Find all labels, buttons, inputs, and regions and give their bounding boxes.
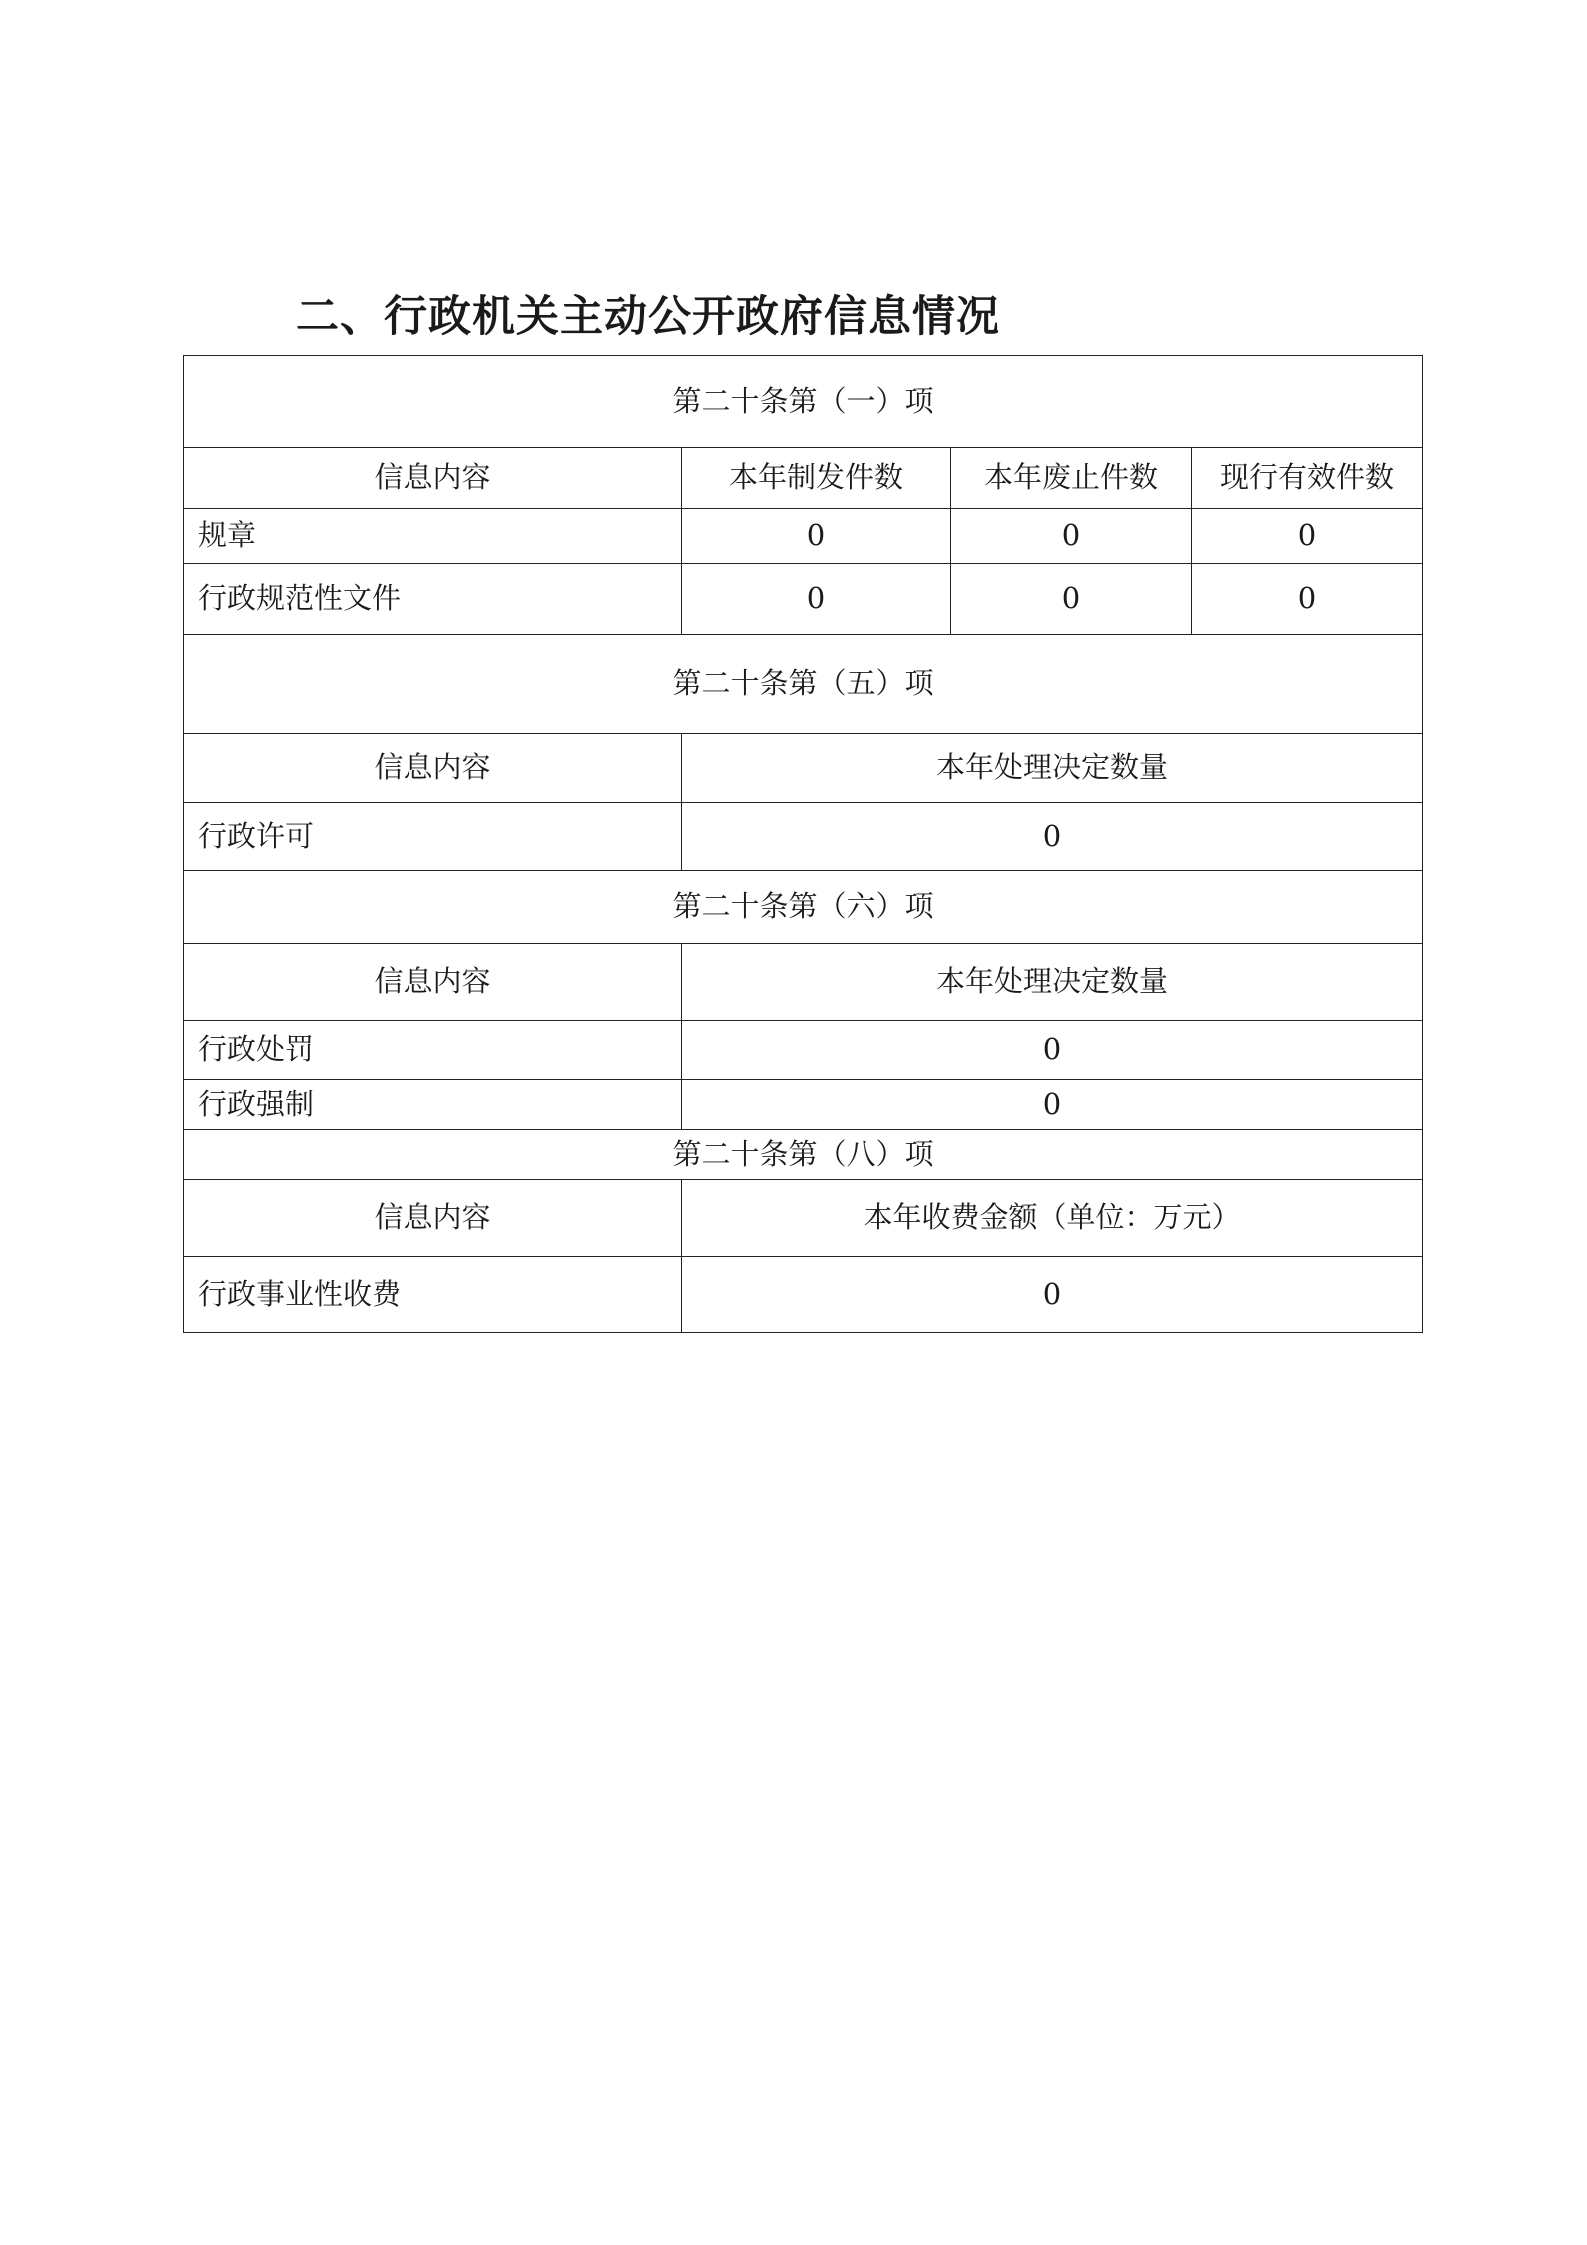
valid-value: 0 [1192, 509, 1423, 564]
row-label: 行政规范性文件 [184, 564, 682, 635]
page-title: 二、行政机关主动公开政府信息情况 [296, 292, 1000, 342]
section-6-heading: 第二十条第（六）项 [184, 871, 1423, 944]
table-row [184, 1080, 1423, 1130]
valid-value: 0 [1192, 564, 1423, 635]
column-header-row [184, 448, 1423, 509]
column-header-issued-count: 本年制发件数 [682, 448, 951, 509]
section-1-heading: 第二十条第（一）项 [184, 356, 1423, 448]
abolished-value: 0 [951, 509, 1192, 564]
table-row [184, 1257, 1423, 1333]
column-header-abolished-count: 本年废止件数 [951, 448, 1192, 509]
column-header-info-content: 信息内容 [184, 448, 682, 509]
table-row [184, 803, 1423, 871]
section-heading-row [184, 635, 1423, 734]
decision-count-value: 0 [682, 1021, 1423, 1080]
abolished-value: 0 [951, 564, 1192, 635]
row-label: 行政处罚 [184, 1021, 682, 1080]
column-header-decision-count: 本年处理决定数量 [682, 944, 1423, 1021]
column-header-info-content: 信息内容 [184, 944, 682, 1021]
issued-value: 0 [682, 509, 951, 564]
section-heading-row [184, 871, 1423, 944]
row-label: 行政许可 [184, 803, 682, 871]
column-header-row [184, 1180, 1423, 1257]
section-heading-row [184, 1130, 1423, 1180]
column-header-row [184, 944, 1423, 1021]
decision-count-value: 0 [682, 803, 1423, 871]
section-heading-row [184, 356, 1423, 448]
column-header-valid-count: 现行有效件数 [1192, 448, 1423, 509]
table-row [184, 1021, 1423, 1080]
section-5-heading: 第二十条第（五）项 [184, 635, 1423, 734]
row-label: 行政强制 [184, 1080, 682, 1130]
table-row [184, 509, 1423, 564]
issued-value: 0 [682, 564, 951, 635]
fee-amount-value: 0 [682, 1257, 1423, 1333]
section-8-heading: 第二十条第（八）项 [184, 1130, 1423, 1180]
row-label: 行政事业性收费 [184, 1257, 682, 1333]
column-header-fee-amount: 本年收费金额（单位：万元） [682, 1180, 1423, 1257]
column-header-decision-count: 本年处理决定数量 [682, 734, 1423, 803]
row-label: 规章 [184, 509, 682, 564]
column-header-row [184, 734, 1423, 803]
decision-count-value: 0 [682, 1080, 1423, 1130]
column-header-info-content: 信息内容 [184, 1180, 682, 1257]
column-header-info-content: 信息内容 [184, 734, 682, 803]
disclosure-table [183, 355, 1423, 1333]
table-row [184, 564, 1423, 635]
